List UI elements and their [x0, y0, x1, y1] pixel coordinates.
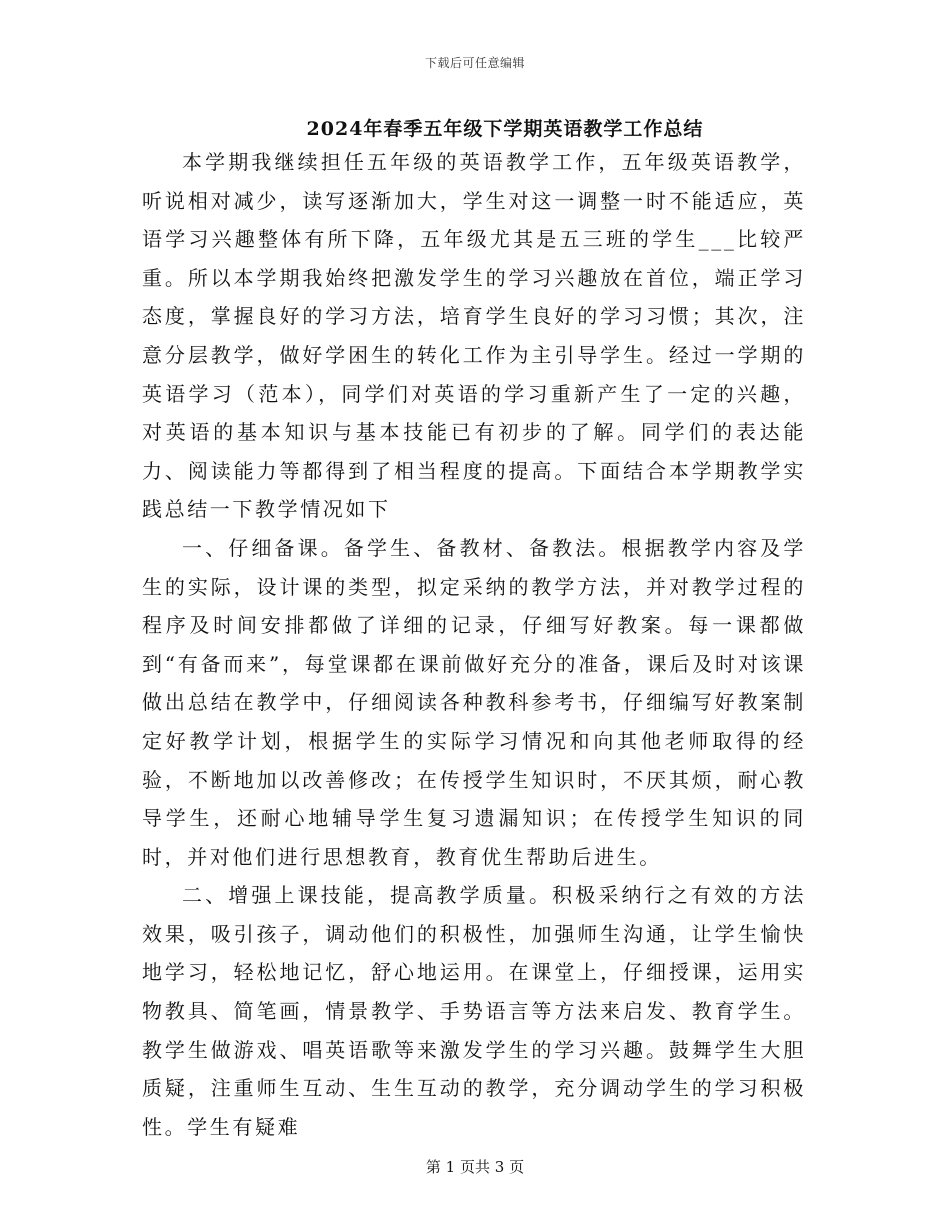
paragraph-intro: 本学期我继续担任五年级的英语教学工作，五年级英语教学，听说相对减少，读写逐渐加大，学生对这一调整一时不能适应，英语学习兴趣整体有所下降，五年级尤其是五三班的学生___比较严重。所以本学期我始终把激发学生的学习兴趣放在首位，端正学习态度，掌握良好的学习方法，培育学生良好的学习习惯；其次，注意分层教学，做好学困生的转化工作为主引导学生。经过一学期的英语学习（范本），同学们对英语的学习重新产生了一定的兴趣，对英语的基本知识与基本技能已有初步的了解。同学们的表达能力、阅读能力等都得到了相当程度的提高。下面结合本学期教学实践总结一下教学情况如下 — [142, 150, 806, 522]
page-number: 第 1 页共 3 页 — [425, 1158, 525, 1176]
download-edit-note: 下载后可任意编辑 — [424, 56, 525, 70]
document-title: 2024年春季五年级下学期英语教学工作总结 — [306, 118, 704, 140]
paragraph-section-2: 二、增强上课技能，提高教学质量。积极采纳行之有效的方法效果，吸引孩子，调动他们的积极性，加强师生沟通，让学生愉快地学习，轻松地记忆，舒心地运用。在课堂上，仔细授课，运用实物教具、简笔画，情景教学、手势语言等方法来启发、教育学生。教学生做游戏、唱英语歌等来激发学生的学习兴趣。鼓舞学生大胆质疑，注重师生互动、生生互动的教学，充分调动学生的学习积极性。学生有疑难 — [142, 883, 806, 1139]
document-body — [142, 143, 806, 1146]
paragraph-section-1: 一、仔细备课。备学生、备教材、备教法。根据教学内容及学生的实际，设计课的类型，拟定采纳的教学方法，并对教学过程的程序及时间安排都做了详细的记录，仔细写好教案。每一课都做到“有备而来”，每堂课都在课前做好充分的准备，课后及时对该课做出总结在教学中，仔细阅读各种教科参考书，仔细编写好教案制定好教学计划，根据学生的实际学习情况和向其他老师取得的经验，不断地加以改善修改；在传授学生知识时，不厌其烦，耐心教导学生，还耐心地辅导学生复习遗漏知识；在传授学生知识的同时，并对他们进行思想教育，教育优生帮助后进生。 — [142, 535, 806, 869]
